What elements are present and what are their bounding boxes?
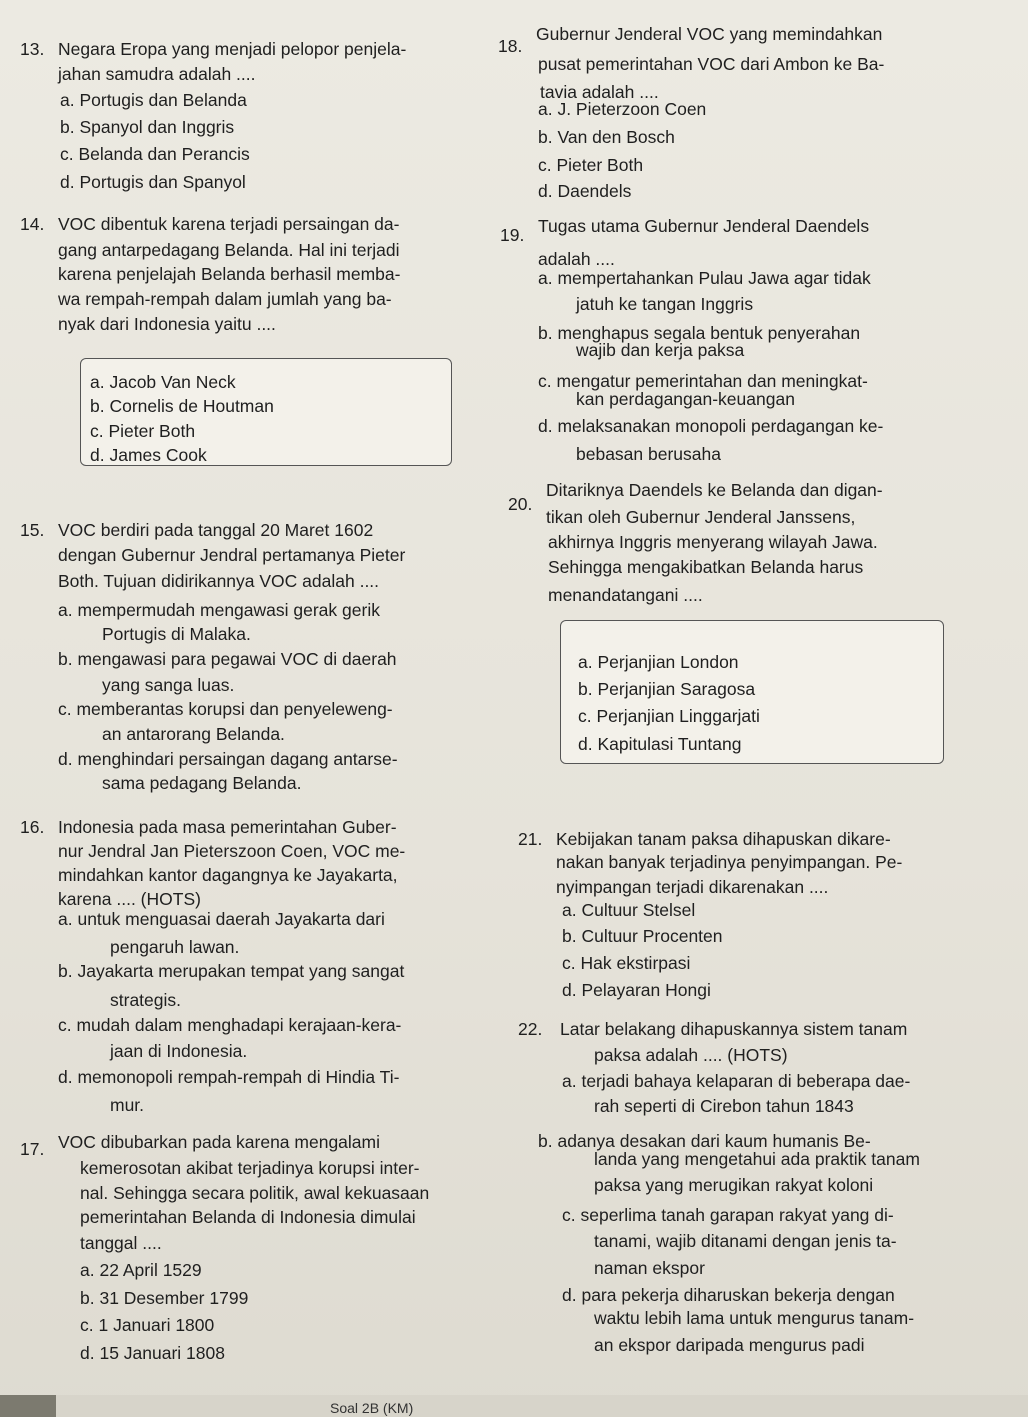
q16-stem-line4: karena .... (HOTS) bbox=[58, 889, 201, 909]
q15-option-a-cont: Portugis di Malaka. bbox=[102, 624, 251, 644]
q14-stem-line5: nyak dari Indonesia yaitu .... bbox=[58, 314, 276, 334]
q22-option-c-cont2: naman ekspor bbox=[594, 1258, 705, 1278]
q21-option-c[interactable]: c. Hak ekstirpasi bbox=[562, 953, 691, 973]
q20-option-a[interactable]: a. Perjanjian London bbox=[578, 652, 739, 672]
question-13 bbox=[20, 36, 480, 62]
q22-option-b-cont1: landa yang mengetahui ada praktik tanam bbox=[594, 1149, 920, 1169]
q22-option-b[interactable]: b. adanya desakan dari kaum humanis Be- bbox=[538, 1131, 871, 1151]
q14-option-d[interactable]: d. James Cook bbox=[90, 445, 207, 465]
q16-option-d[interactable]: d. memonopoli rempah-rempah di Hindia Ti- bbox=[58, 1067, 400, 1087]
q18-number: 18. bbox=[498, 36, 523, 56]
q17-stem-line1: VOC dibubarkan pada karena mengalami bbox=[58, 1132, 380, 1152]
q15-stem-line3: Both. Tujuan didirikannya VOC adalah .... bbox=[58, 571, 380, 591]
q19-option-b-cont: wajib dan kerja paksa bbox=[576, 340, 745, 360]
q19-number: 19. bbox=[500, 225, 525, 245]
q22-option-d-cont2: an ekspor daripada mengurus padi bbox=[594, 1335, 865, 1355]
q17-option-a[interactable]: a. 22 April 1529 bbox=[80, 1260, 202, 1280]
q16-option-b[interactable]: b. Jayakarta merupakan tempat yang sangat bbox=[58, 961, 405, 981]
q17-stem-line2: kemerosotan akibat terjadinya korupsi inter- bbox=[80, 1158, 420, 1178]
page-footer: Soal 2B (KM) bbox=[330, 1400, 414, 1416]
q18-option-d[interactable]: d. Daendels bbox=[538, 181, 632, 201]
q22-option-a-cont: rah seperti di Cirebon tahun 1843 bbox=[594, 1096, 854, 1116]
q17-stem-line3: nal. Sehingga secara politik, awal kekuasaan bbox=[80, 1183, 430, 1203]
q13-option-a[interactable]: a. Portugis dan Belanda bbox=[60, 90, 247, 110]
q17-option-c[interactable]: c. 1 Januari 1800 bbox=[80, 1315, 215, 1335]
q19-option-d[interactable]: d. melaksanakan monopoli perdagangan ke- bbox=[538, 416, 884, 436]
q19-stem-line1: Tugas utama Gubernur Jenderal Daendels bbox=[538, 216, 870, 236]
q15-option-c-cont: an antarorang Belanda. bbox=[102, 724, 285, 744]
q20-stem-line2: tikan oleh Gubernur Jenderal Janssens, bbox=[546, 507, 856, 527]
q20-stem-line3: akhirnya Inggris menyerang wilayah Jawa. bbox=[548, 532, 878, 552]
q13-number: 13. bbox=[20, 39, 45, 59]
q21-stem-line3: nyimpangan terjadi dikarenakan .... bbox=[556, 877, 829, 897]
q16-option-c-cont: jaan di Indonesia. bbox=[110, 1041, 248, 1061]
q17-stem-line4: pemerintahan Belanda di Indonesia dimulai bbox=[80, 1207, 416, 1227]
q22-option-a[interactable]: a. terjadi bahaya kelaparan di beberapa dae- bbox=[562, 1071, 911, 1091]
q20-option-d[interactable]: d. Kapitulasi Tuntang bbox=[578, 734, 742, 754]
q18-option-b[interactable]: b. Van den Bosch bbox=[538, 127, 675, 147]
q22-stem-line2: paksa adalah .... (HOTS) bbox=[594, 1045, 788, 1065]
q19-option-c-cont: kan perdagangan-keuangan bbox=[576, 389, 795, 409]
q22-option-c[interactable]: c. seperlima tanah garapan rakyat yang di- bbox=[562, 1205, 894, 1225]
q13-option-b[interactable]: b. Spanyol dan Inggris bbox=[60, 117, 235, 137]
q19-option-c[interactable]: c. mengatur pemerintahan dan meningkat- bbox=[538, 371, 868, 391]
q17-number: 17. bbox=[20, 1139, 45, 1159]
q19-option-b[interactable]: b. menghapus segala bentuk penyerahan bbox=[538, 323, 861, 343]
q15-stem-line2: dengan Gubernur Jendral pertamanya Pieter bbox=[58, 545, 406, 565]
q21-stem-line1: Kebijakan tanam paksa dihapuskan dikare- bbox=[556, 829, 891, 849]
q20-number: 20. bbox=[508, 494, 533, 514]
q19-option-a-cont: jatuh ke tangan Inggris bbox=[576, 294, 754, 314]
q18-stem-line3: tavia adalah .... bbox=[540, 82, 659, 102]
q20-option-c[interactable]: c. Perjanjian Linggarjati bbox=[578, 706, 760, 726]
q21-option-d[interactable]: d. Pelayaran Hongi bbox=[562, 980, 711, 1000]
q15-number: 15. bbox=[20, 520, 45, 540]
q20-option-b[interactable]: b. Perjanjian Saragosa bbox=[578, 679, 756, 699]
q14-stem-line2: gang antarpedagang Belanda. Hal ini terjadi bbox=[58, 240, 400, 260]
q15-stem-line1: VOC berdiri pada tanggal 20 Maret 1602 bbox=[58, 520, 374, 540]
q22-option-d-cont1: waktu lebih lama untuk mengurus tanam- bbox=[594, 1308, 915, 1328]
q14-stem-line3: karena penjelajah Belanda berhasil memba- bbox=[58, 264, 401, 284]
q15-option-d[interactable]: d. menghindari persaingan dagang antarse- bbox=[58, 749, 398, 769]
q20-stem-line5: menandatangani .... bbox=[548, 585, 703, 605]
q22-option-d[interactable]: d. para pekerja diharuskan bekerja dengan bbox=[562, 1285, 895, 1305]
q18-option-c[interactable]: c. Pieter Both bbox=[538, 155, 644, 175]
q16-option-b-cont: strategis. bbox=[110, 990, 181, 1010]
q14-stem-line4: wa rempah-rempah dalam jumlah yang ba- bbox=[58, 289, 392, 309]
q16-number: 16. bbox=[20, 817, 45, 837]
q16-option-a-cont: pengaruh lawan. bbox=[110, 937, 240, 957]
q17-option-b[interactable]: b. 31 Desember 1799 bbox=[80, 1288, 249, 1308]
q22-option-c-cont1: tanami, wajib ditanami dengan jenis ta- bbox=[594, 1231, 897, 1251]
q16-option-a[interactable]: a. untuk menguasai daerah Jayakarta dari bbox=[58, 909, 385, 929]
q19-option-d-cont: bebasan berusaha bbox=[576, 444, 721, 464]
q18-stem-line1: Gubernur Jenderal VOC yang memindahkan bbox=[536, 24, 883, 44]
q17-stem-line5: tanggal .... bbox=[80, 1233, 162, 1253]
q16-stem-line3: mindahkan kantor dagangnya ke Jayakarta, bbox=[58, 865, 398, 885]
q18-option-a[interactable]: a. J. Pieterzoon Coen bbox=[538, 99, 707, 119]
q15-option-c[interactable]: c. memberantas korupsi dan penyeleweng- bbox=[58, 699, 393, 719]
page-bottom-edge bbox=[0, 1395, 1028, 1417]
q13-stem-line2: jahan samudra adalah .... bbox=[58, 64, 256, 84]
q21-option-b[interactable]: b. Cultuur Procenten bbox=[562, 926, 723, 946]
q15-option-a[interactable]: a. mempermudah mengawasi gerak gerik bbox=[58, 600, 380, 620]
q14-number: 14. bbox=[20, 214, 45, 234]
q14-option-a[interactable]: a. Jacob Van Neck bbox=[90, 372, 236, 392]
q14-stem-line1: VOC dibentuk karena terjadi persaingan da- bbox=[58, 214, 400, 234]
q18-stem-line2: pusat pemerintahan VOC dari Ambon ke Ba- bbox=[538, 54, 885, 74]
q19-option-a[interactable]: a. mempertahankan Pulau Jawa agar tidak bbox=[538, 268, 871, 288]
q19-stem-line2: adalah .... bbox=[538, 249, 615, 269]
q21-stem-line2: nakan banyak terjadinya penyimpangan. Pe- bbox=[556, 852, 903, 872]
q15-option-d-cont: sama pedagang Belanda. bbox=[102, 773, 302, 793]
q20-stem-line1: Ditariknya Daendels ke Belanda dan digan- bbox=[546, 480, 883, 500]
q22-option-b-cont2: paksa yang merugikan rakyat koloni bbox=[594, 1175, 874, 1195]
q16-stem-line1: Indonesia pada masa pemerintahan Guber- bbox=[58, 817, 397, 837]
q15-option-b-cont: yang sanga luas. bbox=[102, 675, 235, 695]
bottom-tab-marker bbox=[0, 1395, 56, 1417]
q16-option-c[interactable]: c. mudah dalam menghadapi kerajaan-kera- bbox=[58, 1015, 402, 1035]
q17-option-d[interactable]: d. 15 Januari 1808 bbox=[80, 1343, 225, 1363]
q16-stem-line2: nur Jendral Jan Pieterszoon Coen, VOC me- bbox=[58, 841, 406, 861]
q16-option-d-cont: mur. bbox=[110, 1095, 145, 1115]
q14-option-c[interactable]: c. Pieter Both bbox=[90, 421, 196, 441]
q14-option-b[interactable]: b. Cornelis de Houtman bbox=[90, 396, 274, 416]
q22-stem-line1: Latar belakang dihapuskannya sistem tanam bbox=[560, 1019, 908, 1039]
q13-option-d[interactable]: d. Portugis dan Spanyol bbox=[60, 172, 246, 192]
q15-option-b[interactable]: b. mengawasi para pegawai VOC di daerah bbox=[58, 649, 397, 669]
q22-number: 22. bbox=[518, 1019, 543, 1039]
q21-option-a[interactable]: a. Cultuur Stelsel bbox=[562, 900, 696, 920]
q13-stem-line1: Negara Eropa yang menjadi pelopor penjela- bbox=[58, 39, 407, 59]
q13-option-c[interactable]: c. Belanda dan Perancis bbox=[60, 144, 250, 164]
q21-number: 21. bbox=[518, 829, 543, 849]
q20-stem-line4: Sehingga mengakibatkan Belanda harus bbox=[548, 557, 864, 577]
